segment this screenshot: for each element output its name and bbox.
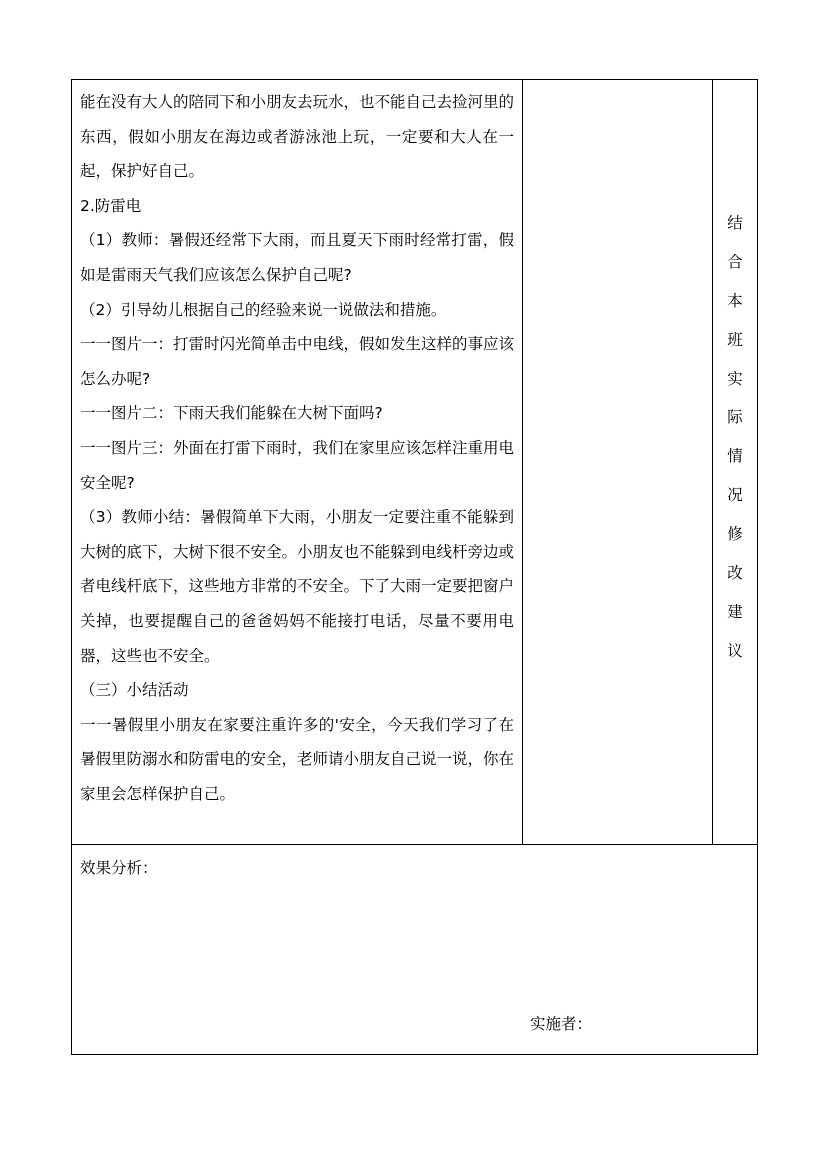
heading-lightning-safety: 2.防雷电: [80, 196, 142, 215]
lesson-plan-table: [71, 79, 758, 1055]
side-label-cell: [713, 80, 758, 845]
effect-analysis-label: 效果分析：: [80, 859, 158, 877]
paragraph-picture-two: 一一图片二：下雨天我们能躲在大树下面吗?: [80, 404, 383, 423]
analysis-cell: [72, 845, 758, 1055]
side-vertical-label: [713, 204, 757, 671]
side-char: 修: [727, 525, 743, 544]
paragraph-summary-activity: 一一暑假里小朋友在家要注重许多的'安全，今天我们学习了在暑假里防溺水和防雷电的安全，老师请小朋友自己说一说，你在家里会怎样保护自己。: [80, 715, 515, 803]
side-char: 实: [727, 369, 743, 388]
side-char: 改: [727, 564, 743, 583]
side-char: 情: [727, 447, 743, 466]
lesson-content: [72, 80, 522, 811]
paragraph-picture-one: 一一图片一：打雷时闪光简单击中电线，假如发生这样的事应该怎么办呢?: [80, 335, 515, 388]
lesson-content-cell: [72, 80, 523, 845]
paragraph-swimming-safety: 能在没有大人的陪同下和小朋友去玩水，也不能自己去捡河里的东西，假如小朋友在海边或者游泳池上玩，一定要和大人在一起，保护好自己。: [80, 93, 515, 181]
paragraph-teacher-summary: （3）教师小结：暑假简单下大雨，小朋友一定要注重不能躲到大树的底下，大树下很不安全。小朋友也不能躲到电线杆旁边或者电线杆底下，这些地方非常的不安全。下了大雨一定要把窗户关掉，也要提醒自己的爸爸妈妈不能接打电话，尽量不要用电器，这些也不安全。: [80, 508, 515, 665]
side-char: 结: [727, 214, 743, 232]
analysis-row: [72, 845, 758, 1055]
side-char: 班: [727, 330, 743, 349]
heading-summary-activity: （三）小结活动: [80, 681, 189, 700]
side-char: 况: [727, 486, 743, 505]
revision-notes-cell: [523, 80, 713, 845]
paragraph-guide-children: （2）引导幼儿根据自己的经验来说一说做法和措施。: [80, 300, 447, 319]
paragraph-picture-three: 一一图片三：外面在打雷下雨时，我们在家里应该怎样注重用电安全呢?: [80, 438, 515, 492]
side-char: 建: [727, 602, 743, 621]
content-row: [72, 80, 758, 845]
paragraph-teacher-question: （1）教师：暑假还经常下大雨，而且夏天下雨时经常打雷，假如是雷雨天气我们应该怎么保护自己呢?: [80, 231, 514, 284]
side-char: 合: [727, 252, 743, 271]
side-char: 本: [727, 291, 743, 310]
side-char: 际: [727, 408, 743, 427]
implementer-label: 实施者：: [530, 1015, 593, 1033]
side-char: 议: [727, 641, 743, 660]
